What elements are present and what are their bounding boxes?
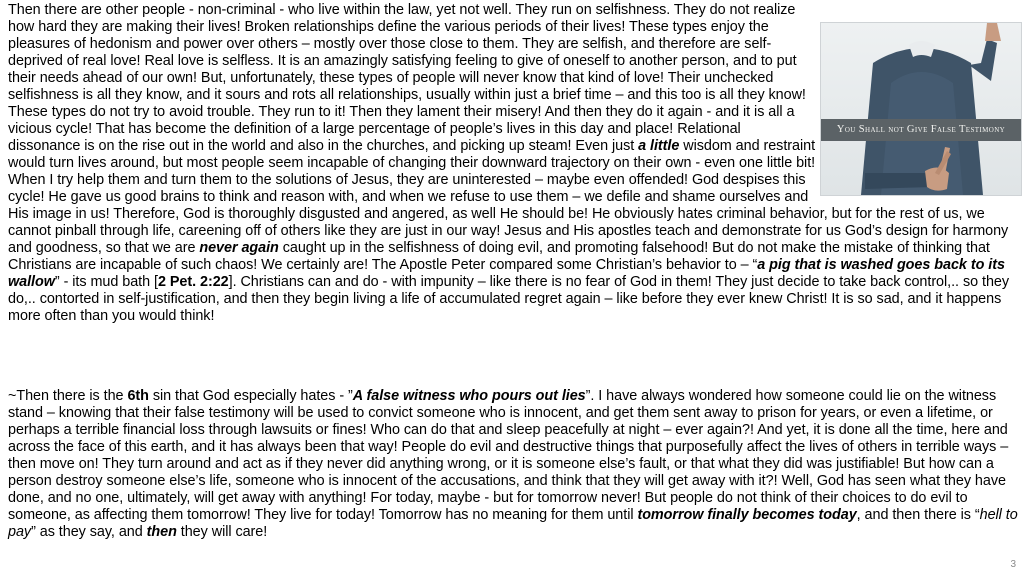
text-run: ]. Christians can and do - with impunity – like there is no fear of God in them! They just decide to take back control,.. so they do,.. contorted in self-justification, and then they begin living a life of accumulated regret again – like before they ever knew Christ! It is so sad, and it happens more often than you would think! [8,274,1009,324]
suit-figure-illustration [821,23,1021,195]
text-run: sin that God especially hates - ” [148,388,353,404]
text-run: , and then there is “ [856,507,980,523]
text-run: ” - its mud bath [ [54,274,158,290]
text-run: ~Then there is the [8,388,128,404]
emphasis-never-again: never again [199,240,279,256]
emphasis-pig-quote: a pig that is washed goes back to its wallow [8,257,1005,290]
text-run: wisdom and restraint would turn lives around, but most people seem incapable of changing their downward trajectory on their own - even one little bit! When I try help them and turn them to the solutions of Jesus, they are uninterested – maybe even offended! God despises this cycle! He gave us good brains to think and reason with, and when we refuse to use them – we defile and shame ourselves and His image in us! Therefore, God is thoroughly disgusted and angered, as well He should be! He obviously hates criminal behavior, but for the rest of us, we cannot pinball through life, careening off of others like they are just in our way! Jesus and His apostles teach and demonstrate for us God’s design for harmony and goodness, so that we are [8,138,1009,256]
page-number: 3 [1010,559,1016,570]
emphasis-hell-to-pay: hell to pay [8,507,1018,540]
image-banner: You Shall not Give False Testimony [821,119,1021,141]
emphasis-tomorrow: tomorrow finally becomes today [637,507,857,523]
emphasis-6th: 6th [127,388,149,404]
text-run: Then there are other people - non-criminal - who live within the law, yet not well. They run on selfishness. They do not realize how hard they are making their lives! Broken relationships define the various periods of their lives! These types enjoy the pleasures of hedonism and power over others – mostly over those close to them. They are selfish, and therefore are self-deprived of real love! Real love is selfless. It is an amazingly satisfying feeling to give of oneself to another person, and to put their needs ahead of our own! But, unfortunately, these types of people will never know that kind of love! Their unchecked selfishness is all they know, and it sours and rots all relationships, usually within just a brief time – and this too is all they know! These types do not try to avoid trouble. They run to it! Then they lament their misery! And then they do it again - and it is all a vicious cycle! That has become the definition of a large percentage of people’s lives in this day and place! Relational dissonance is on the rise out in the world and also in the churches, and picking up steam! Even just [8,2,806,154]
text-run: they will care! [176,524,268,540]
paragraph-false-witness [8,388,1020,541]
text-run: ” as they say, and [31,524,147,540]
emphasis-a-little: a little [638,138,680,154]
crossed-fingers-photo [820,22,1022,196]
scripture-reference: 2 Pet. 2:22 [157,274,229,290]
text-run: caught up in the selfishness of doing evil, and promoting falsehood! But do not make the mistake of thinking that Christians are incapable of such chaos! We certainly are! The Apostle Peter compared some Christian’s behavior to – “ [8,240,990,273]
text-run: ”. I have always wondered how someone could lie on the witness stand – knowing that their false testimony will be used to convict someone who is innocent, and get them sent away to prison for years, or even a lifetime, or perhaps a terrible financial loss through lawsuits or fines! Who can do that and sleep peacefully at night – ever again?! And yet, it is done all the time, here and across the face of this earth, and it has always been that way! People do evil and destructive things that purposefully affect the lives of others in terrible ways – then move on! They turn around and act as if they never did anything wrong, or it is someone else’s fault, or that what they did was justifiable! But how can a person destroy someone else’s life, someone who is innocent of the accusations, and think that they will get away with it?! Well, God has seen what they have done, and no one, ultimately, will get away with anything! For today, maybe - but for tomorrow never! But people do not think of their choices to do evil to someone, as affecting them tomorrow! They live for today! Tomorrow has no meaning for them until [8,388,1009,523]
emphasis-false-witness: A false witness who pours out lies [352,388,586,404]
emphasis-then: then [146,524,177,540]
